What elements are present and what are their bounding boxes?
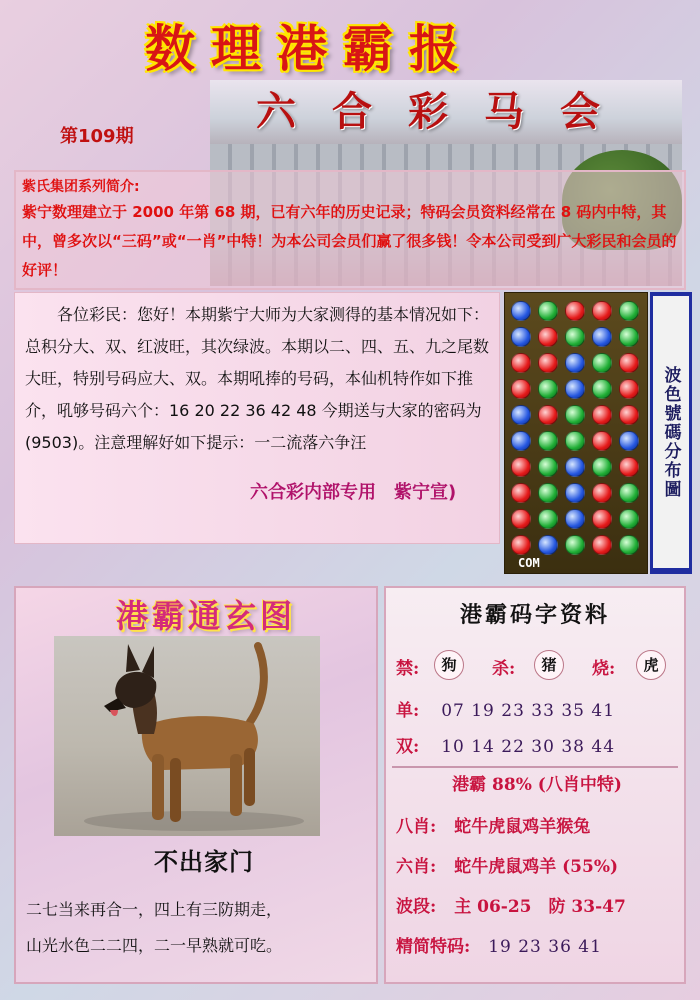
lottery-ball [619, 509, 639, 529]
message-text: 各位彩民：您好！本期紫宁大师为大家测得的基本情况如下：总积分大、双、红波旺，其次绿波。本期以二、四、五、九之尾数大旺，特别号码应大、双。本期吼捧的号码，本仙机特作如下推介，吼够号码六个：16 20 22 36 42 48 今期送与大家的密码为 (9503)。注意理解好如下提示：一二流落六争汪 [25, 305, 490, 452]
lottery-ball [565, 457, 585, 477]
ball-panel-side-label [650, 292, 692, 574]
lottery-ball [511, 301, 531, 321]
six-zodiac-row [396, 852, 618, 877]
lottery-ball [538, 379, 558, 399]
single-numbers-row [396, 696, 615, 721]
accuracy-line: 港霸 88% (八肖中特) [452, 775, 622, 795]
poem-line-2: 山光水色二二四，二一早熟就可吃。 [26, 936, 283, 955]
left-panel-title: 港霸通玄图 [115, 597, 296, 635]
lottery-ball [538, 405, 558, 425]
lottery-ball [565, 535, 585, 555]
lottery-ball [619, 431, 639, 451]
lottery-ball [565, 405, 585, 425]
lottery-ball [511, 379, 531, 399]
pick-value: 19 23 36 41 [488, 937, 602, 957]
page-subtitle: 六合彩马会 [210, 80, 682, 144]
lottery-ball [565, 509, 585, 529]
message-signature: 六合彩内部专用 紫宁宣) [250, 482, 457, 503]
lottery-ball [592, 535, 612, 555]
lottery-ball [592, 379, 612, 399]
lottery-ball [592, 353, 612, 373]
lottery-ball [619, 327, 639, 347]
right-panel-title: 港霸码字资料 [459, 602, 610, 628]
lottery-ball [619, 379, 639, 399]
lottery-ball [538, 457, 558, 477]
zodiac-label-sha: 杀: [492, 659, 516, 679]
ball-panel-footer: COM [518, 556, 540, 570]
zodiac-label-ban: 禁: [396, 659, 420, 679]
left-panel-poem [26, 892, 370, 964]
lottery-ball [619, 535, 639, 555]
eight-value: 蛇牛虎鼠鸡羊猴兔 [454, 817, 591, 837]
lottery-ball [511, 483, 531, 503]
zodiac-label-shao: 烧: [592, 659, 616, 679]
zodiac-value-ban: 狗 [434, 650, 464, 680]
lottery-ball [565, 431, 585, 451]
six-value: 蛇牛虎鼠鸡羊 (55%) [454, 857, 619, 877]
zodiac-value-sha: 猪 [534, 650, 564, 680]
lottery-ball [592, 457, 612, 477]
lottery-ball [538, 301, 558, 321]
lottery-ball [538, 535, 558, 555]
zodiac-value-shao: 虎 [636, 650, 666, 680]
lottery-ball [619, 301, 639, 321]
wave-value: 主 06-25 防 33-47 [454, 897, 626, 917]
six-label: 六肖: [396, 857, 437, 877]
lottery-ball [565, 483, 585, 503]
intro-section [14, 170, 686, 290]
lottery-ball [538, 509, 558, 529]
side-label-text: 波色號碼分布圖 [653, 296, 689, 568]
poem-line-1: 二七当来再合一，四上有三防期走， [26, 900, 283, 919]
lottery-ball [592, 327, 612, 347]
lottery-ball [592, 405, 612, 425]
intro-heading: 紫氏集团系列简介: [22, 179, 140, 195]
lottery-ball [511, 405, 531, 425]
pick-row [396, 932, 602, 957]
eight-label: 八肖: [396, 817, 437, 837]
lottery-ball [511, 457, 531, 477]
lottery-ball [592, 301, 612, 321]
double-label: 双: [396, 737, 420, 757]
lottery-ball [565, 353, 585, 373]
lottery-ball [538, 327, 558, 347]
issue-number: 第109期 [60, 126, 134, 147]
wave-label: 波段: [396, 897, 437, 917]
lottery-ball [592, 483, 612, 503]
pick-label: 精简特码: [396, 937, 471, 957]
lottery-ball [592, 509, 612, 529]
lottery-ball [565, 327, 585, 347]
lottery-ball [538, 431, 558, 451]
message-section [14, 292, 500, 544]
double-numbers-row [396, 732, 615, 757]
lottery-ball [619, 483, 639, 503]
lottery-ball [511, 431, 531, 451]
lottery-ball [619, 353, 639, 373]
dog-icon [54, 636, 320, 836]
lottery-ball [511, 535, 531, 555]
lottery-ball [592, 431, 612, 451]
single-label: 单: [396, 701, 420, 721]
zodiac-row [396, 650, 676, 682]
lottery-ball [619, 457, 639, 477]
lottery-ball [565, 301, 585, 321]
lottery-ball [511, 353, 531, 373]
lottery-ball [511, 509, 531, 529]
left-panel-caption: 不出家门 [154, 847, 254, 876]
single-numbers: 07 19 23 33 35 41 [441, 701, 616, 721]
dog-photo [54, 636, 320, 836]
lottery-ball [565, 379, 585, 399]
intro-body: 紫宁数理建立于 2000 年第 68 期，已有六年的历史记录；特码会员资料经常在 8 码内中特，其中，曾多次以“三码”或“一肖”中特！为本公司会员们赢了很多钱！令本公司受到广大彩民和会员的好评！ [22, 203, 677, 279]
double-numbers: 10 14 22 30 38 44 [441, 737, 616, 757]
eight-zodiac-row [396, 812, 590, 837]
lottery-ball-panel [504, 292, 648, 574]
page-title: 数理港霸报 [145, 19, 475, 78]
lottery-ball [538, 353, 558, 373]
wave-row [396, 892, 626, 917]
right-panel-divider [392, 766, 678, 768]
lottery-ball [538, 483, 558, 503]
lottery-ball [619, 405, 639, 425]
lottery-ball [511, 327, 531, 347]
